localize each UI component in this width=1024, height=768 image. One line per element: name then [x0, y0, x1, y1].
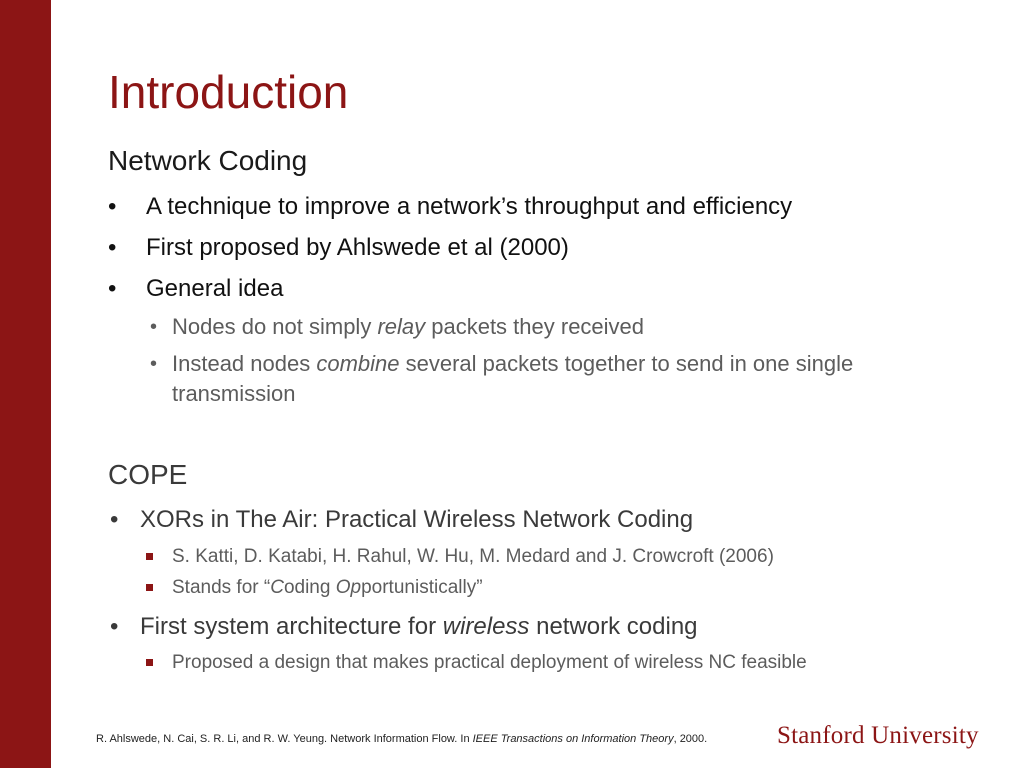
stanford-university-logo: Stanford University — [777, 722, 979, 749]
sub-bullet-text: Stands for “Coding Opportunistically” — [172, 577, 483, 598]
square-bullet-icon — [146, 659, 153, 666]
sub-bullet-dot: • — [150, 316, 158, 338]
bullet-dot: • — [110, 613, 119, 640]
square-bullet-icon — [146, 553, 153, 560]
sidebar-accent-bar — [0, 0, 51, 768]
bullet-text: First system architecture for wireless network coding — [140, 613, 698, 640]
bullet-text: XORs in The Air: Practical Wireless Network Coding — [140, 506, 694, 533]
section-heading-cope: COPE — [108, 459, 188, 490]
bullet-text: General idea — [146, 275, 284, 302]
sub-bullet-text: S. Katti, D. Katabi, H. Rahul, W. Hu, M. Medard and J. Crowcroft (2006) — [172, 546, 774, 567]
bullet-dot: • — [108, 234, 117, 261]
bullet-text: A technique to improve a network’s throughput and efficiency — [146, 193, 793, 220]
sub-bullet-dot: • — [150, 353, 158, 375]
bullet-dot: • — [108, 275, 117, 302]
footer-citation: R. Ahlswede, N. Cai, S. R. Li, and R. W. Yeung. Network Information Flow. In IEEE Transactions on Information Theory, 2000. — [96, 733, 708, 745]
square-bullet-icon — [146, 584, 153, 591]
sub-bullet-text: Instead nodes combine several packets together to send in one single — [172, 351, 854, 376]
sub-bullet-text: Proposed a design that makes practical deployment of wireless NC feasible — [172, 652, 807, 673]
bullet-dot: • — [108, 193, 117, 220]
sub-bullet-text: Nodes do not simply relay packets they received — [172, 314, 645, 339]
bullet-text: First proposed by Ahlswede et al (2000) — [146, 234, 569, 261]
sub-bullet-text-line2: transmission — [172, 381, 296, 406]
section-heading-network-coding: Network Coding — [108, 145, 308, 176]
bullet-dot: • — [110, 506, 119, 533]
slide-title: Introduction — [108, 66, 349, 118]
